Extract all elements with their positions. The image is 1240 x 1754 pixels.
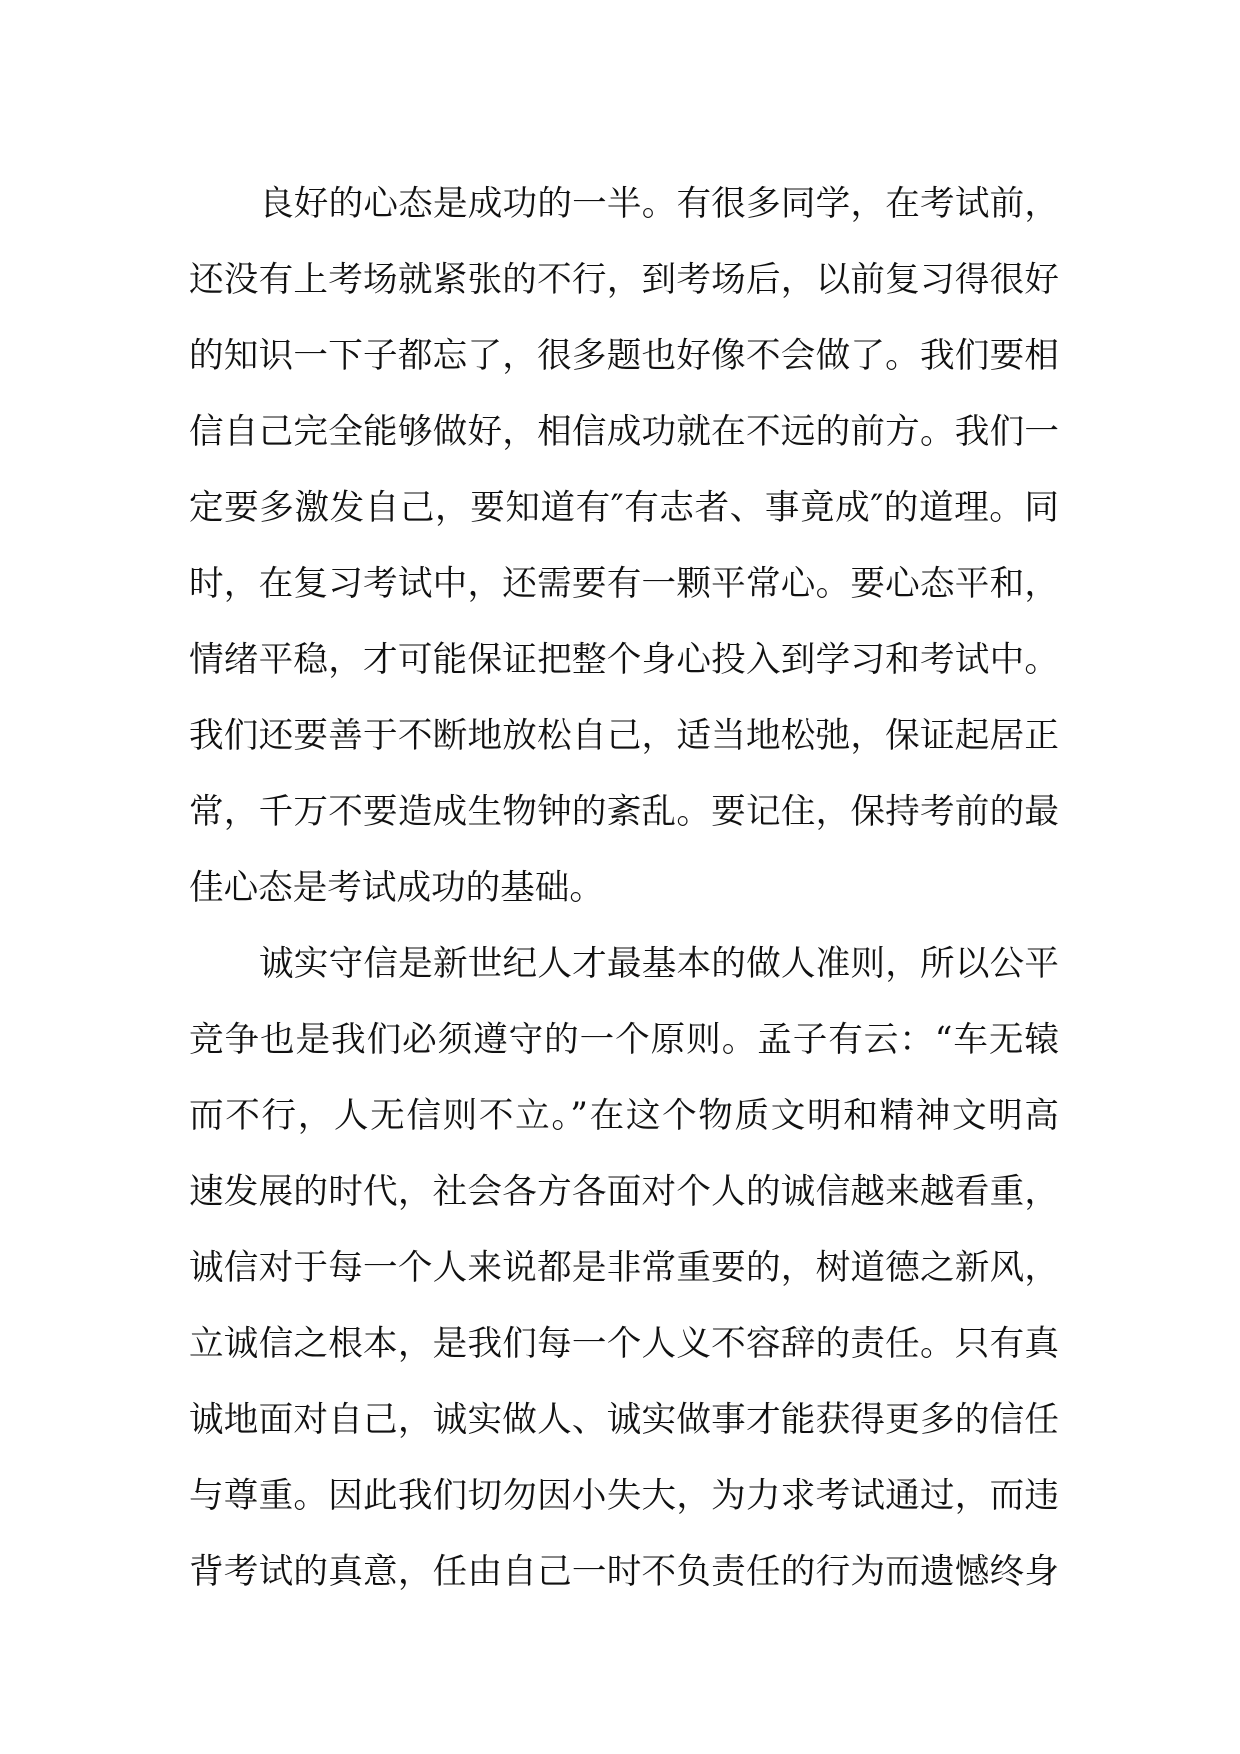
document-body: [189, 166, 1059, 1610]
paragraph-line: 诚地面对自己，诚实做人、诚实做事才能获得更多的信任: [189, 1400, 1059, 1440]
paragraph-line: 常，千万不要造成生物钟的紊乱。要记住，保持考前的最: [189, 792, 1059, 832]
paragraph-line: 而不行，人无信则不立。”在这个物质文明和精神文明高: [189, 1096, 1059, 1136]
paragraph-line: 立诚信之根本，是我们每一个人义不容辞的责任。只有真: [189, 1324, 1059, 1364]
paragraph-line: 时，在复习考试中，还需要有一颗平常心。要心态平和，: [189, 564, 1059, 604]
paragraph-line: 背考试的真意，任由自己一时不负责任的行为而遗憾终身: [189, 1552, 1059, 1592]
paragraph-line: 良好的心态是成功的一半。有很多同学，在考试前，: [259, 184, 1059, 224]
paragraph-line: 诚实守信是新世纪人才最基本的做人准则，所以公平: [259, 944, 1059, 984]
paragraph-line: 还没有上考场就紧张的不行，到考场后，以前复习得很好: [189, 260, 1059, 300]
paragraph-line: 我们还要善于不断地放松自己，适当地松弛，保证起居正: [189, 716, 1059, 756]
paragraph-line: 速发展的时代，社会各方各面对个人的诚信越来越看重，: [189, 1172, 1059, 1212]
paragraph-line: 情绪平稳，才可能保证把整个身心投入到学习和考试中。: [189, 640, 1059, 680]
paragraph-line: 定要多激发自己，要知道有″有志者、事竟成″的道理。同: [189, 488, 1059, 528]
paragraph-line: 竞争也是我们必须遵守的一个原则。孟子有云：“车无辕: [189, 1020, 1059, 1060]
paragraph-line: 信自己完全能够做好，相信成功就在不远的前方。我们一: [189, 412, 1059, 452]
paragraph-mindset: [189, 166, 1059, 926]
paragraph-line: 与尊重。因此我们切勿因小失大，为力求考试通过，而违: [189, 1476, 1059, 1516]
paragraph-line: 佳心态是考试成功的基础。: [189, 868, 604, 908]
paragraph-integrity: [189, 926, 1059, 1610]
paragraph-line: 诚信对于每一个人来说都是非常重要的，树道德之新风，: [189, 1248, 1059, 1288]
paragraph-line: 的知识一下子都忘了，很多题也好像不会做了。我们要相: [189, 336, 1059, 376]
